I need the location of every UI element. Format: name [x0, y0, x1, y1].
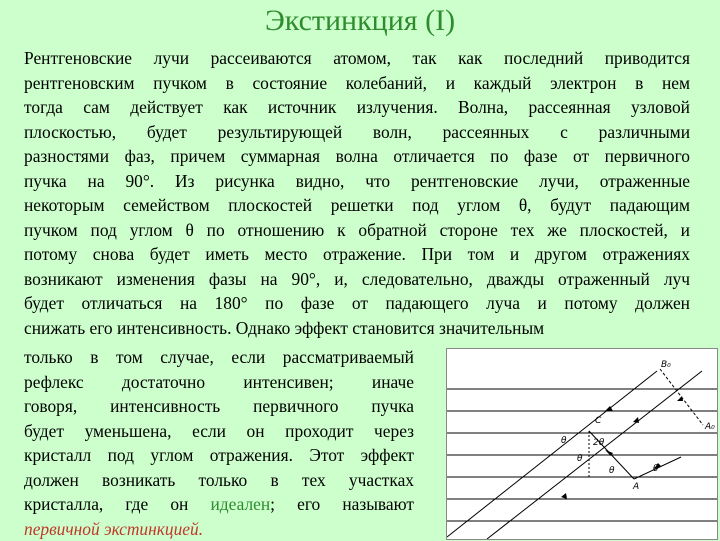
label-c: C [595, 416, 602, 426]
label-a0: A₀ [704, 422, 715, 432]
paragraph-line: только в том случае, если рассматриваемый [24, 345, 414, 370]
paragraph-line: возникают изменения фазы на 90°, и, следовательно, дважды отраженный луч [24, 267, 690, 292]
arrow-head [677, 396, 683, 401]
paragraph-line: потому снова будет иметь место отражение. При том и другом отражениях [24, 242, 690, 267]
label-theta: θ [561, 436, 567, 446]
arrow-head [561, 493, 567, 499]
label-theta: θ [577, 454, 583, 464]
paragraph-line: пучком под углом θ по отношению к обратной стороне тех же плоскостей, и [24, 218, 690, 243]
paragraph-line: пучка на 90°. Из рисунка видно, что рентгеновские лучи, отраженные [24, 169, 690, 194]
paragraph-line: Рентгеновские лучи рассеиваются атомом, так как последний приводится [24, 46, 690, 71]
label-theta: θ [609, 466, 615, 476]
paragraph-line: разностями фаз, причем суммарная волна отличается по фазе от первичного [24, 144, 690, 169]
paragraph-line: рентгеновским пучком в состояние колебаний, и каждый электрон в нем [24, 71, 690, 96]
arrow-head [633, 417, 639, 423]
side-paragraph [24, 345, 414, 541]
incident-ray-1 [447, 371, 657, 537]
highlighted-word: идеален [210, 494, 270, 514]
diffraction-figure [446, 348, 718, 540]
paragraph-line: рефлекс достаточно интенсивен; иначе [24, 370, 414, 395]
paragraph-line: кристалл под углом отражения. Этот эффект [24, 443, 414, 468]
label-a: A [632, 482, 639, 492]
line-text-after: ; его называют [270, 494, 414, 514]
extinction-diagram [447, 349, 717, 539]
main-paragraph [24, 46, 690, 340]
paragraph-line: снижать его интенсивность. Однако эффект становится значительным [24, 316, 690, 341]
paragraph-line: некоторым семейством плоскостей решетки под углом θ, будут падающим [24, 193, 690, 218]
label-two-theta: 2θ [593, 438, 605, 448]
paragraph-line: тогда сам действует как источник излучения. Волна, рассеянная узловой [24, 95, 690, 120]
label-b0: B₀ [661, 360, 671, 370]
paragraph-line: говоря, интенсивность первичного пучка [24, 394, 414, 419]
paragraph-line: плоскостью, будет результирующей волн, рассеянных с различными [24, 120, 690, 145]
primary-extinction-term: первичной экстинкцией. [24, 517, 414, 541]
paragraph-line [24, 492, 414, 517]
paragraph-line: должен возникать только в тех участках [24, 468, 414, 493]
paragraph-line: будет отличаться на 180° по фазе от падающего луча и потому должен [24, 291, 690, 316]
label-theta: θ [653, 464, 659, 474]
paragraph-line: будет уменьшена, если он проходит через [24, 419, 414, 444]
line-text-before: кристалла, где он [24, 494, 210, 514]
slide-title: Экстинкция (I) [0, 2, 720, 40]
